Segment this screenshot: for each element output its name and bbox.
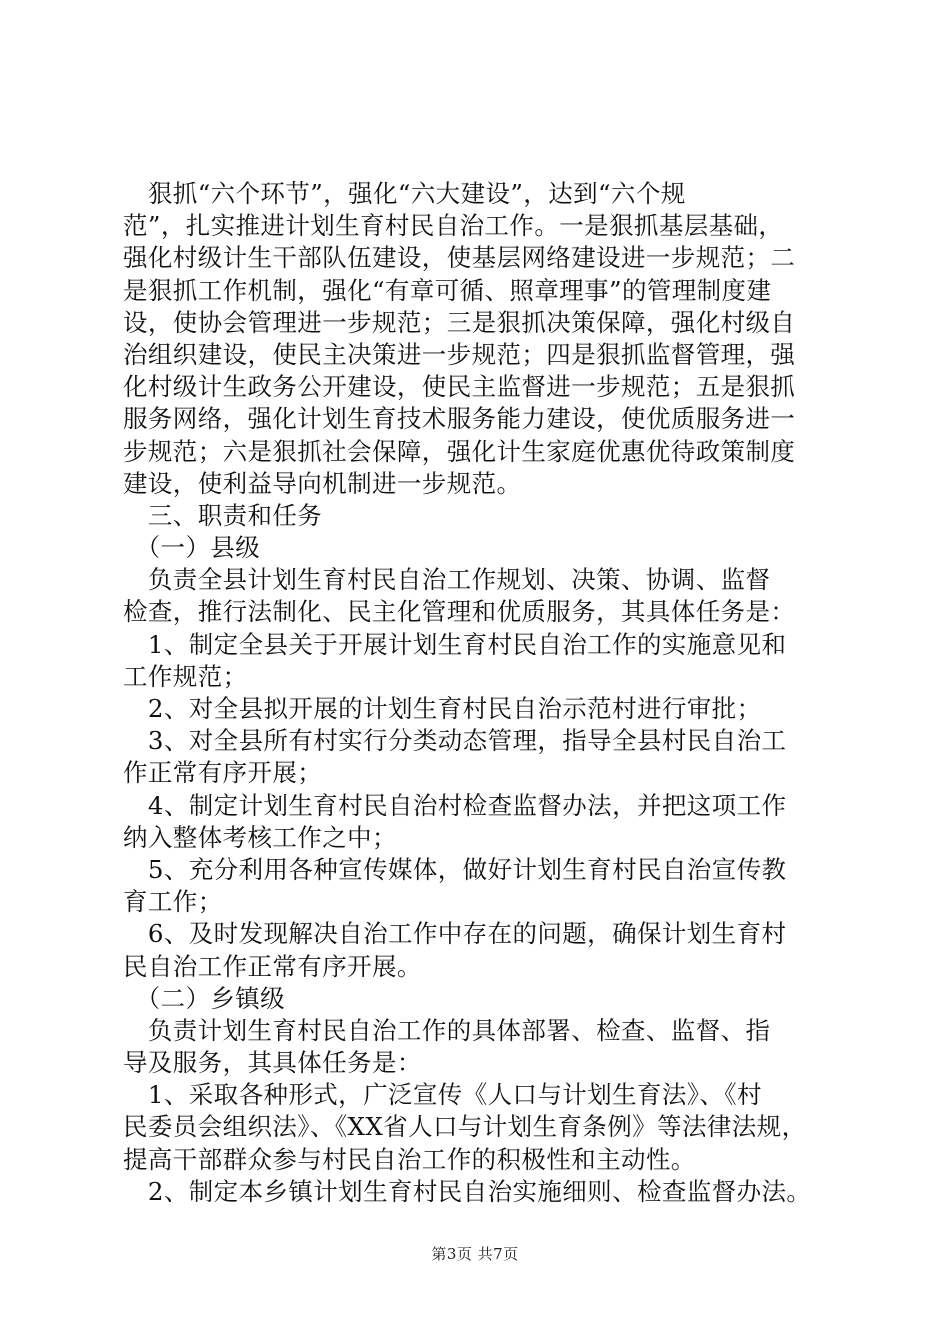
list-item-line: 作正常有序开展； [123,758,323,788]
section-heading: 三、职责和任务 [123,500,323,530]
list-item-line: 纳入整体考核工作之中； [123,822,397,852]
list-item-line: 育工作； [123,887,223,917]
list-item-line: 2、制定本乡镇计划生育村民自治实施细则、检查监督办法。 [123,1176,812,1206]
list-item-line: 1、采取各种形式，广泛宣传《人口与计划生育法》、《村 [123,1080,762,1110]
text-line: 负责计划生育村民自治工作的具体部署、检查、监督、指 [123,1015,771,1045]
text-line: 检查，推行法制化、民主化管理和优质服务，其具体任务是： [123,597,796,627]
text-line: 设，使协会管理进一步规范；三是狠抓决策保障，强化村级自 [123,307,796,337]
text-line: 强化村级计生干部队伍建设，使基层网络建设进一步规范；二 [123,243,796,273]
document-body [123,178,839,1208]
list-item-line: 2、对全县拟开展的计划生育村民自治示范村进行审批； [123,694,762,723]
list-item-line: 提高干部群众参与村民自治工作的积极性和主动性。 [123,1144,696,1174]
list-item-line: 1、制定全县关于开展计划生育村民自治工作的实施意见和 [123,629,787,659]
list-item-line: 工作规范； [123,661,248,691]
subsection-heading: （二）乡镇级 [123,983,286,1013]
list-item-line: 3、对全县所有村实行分类动态管理，指导全县村民自治工 [123,726,787,756]
list-item-line: 6、及时发现解决自治工作中存在的问题，确保计划生育村 [123,919,787,949]
text-line: 范”，扎实推进计划生育村民自治工作。一是狠抓基层基础， [123,211,784,241]
page-number-footer: 第3页 共7页 [431,1245,519,1263]
text-line: 建设，使利益导向机制进一步规范。 [123,468,522,498]
text-line: 负责全县计划生育村民自治工作规划、决策、协调、监督 [123,565,771,595]
list-item-line: 民自治工作正常有序开展。 [123,951,422,981]
text-line: 是狠抓工作机制，强化“有章可循、照章理事”的管理制度建 [123,275,772,305]
subsection-heading: （一）县级 [123,533,261,563]
text-line: 化村级计生政务公开建设，使民主监督进一步规范；五是狠抓 [123,372,796,402]
list-item-line: 5、充分利用各种宣传媒体，做好计划生育村民自治宣传教 [123,854,787,884]
text-line: 步规范；六是狠抓社会保障，强化计生家庭优惠优待政策制度 [123,436,796,466]
list-item-line: 4、制定计划生育村民自治村检查监督办法，并把这项工作 [123,790,787,820]
text-line: 服务网络，强化计划生育技术服务能力建设，使优质服务进一 [123,404,796,434]
text-line: 狠抓“六个环节”，强化“六大建设”，达到“六个规 [123,179,686,208]
list-item-line: 民委员会组织法》、《XX省人口与计划生育条例》等法律法规， [123,1112,807,1142]
text-line: 导及服务，其具体任务是： [123,1048,422,1078]
text-line: 治组织建设，使民主决策进一步规范；四是狠抓监督管理，强 [123,339,796,369]
